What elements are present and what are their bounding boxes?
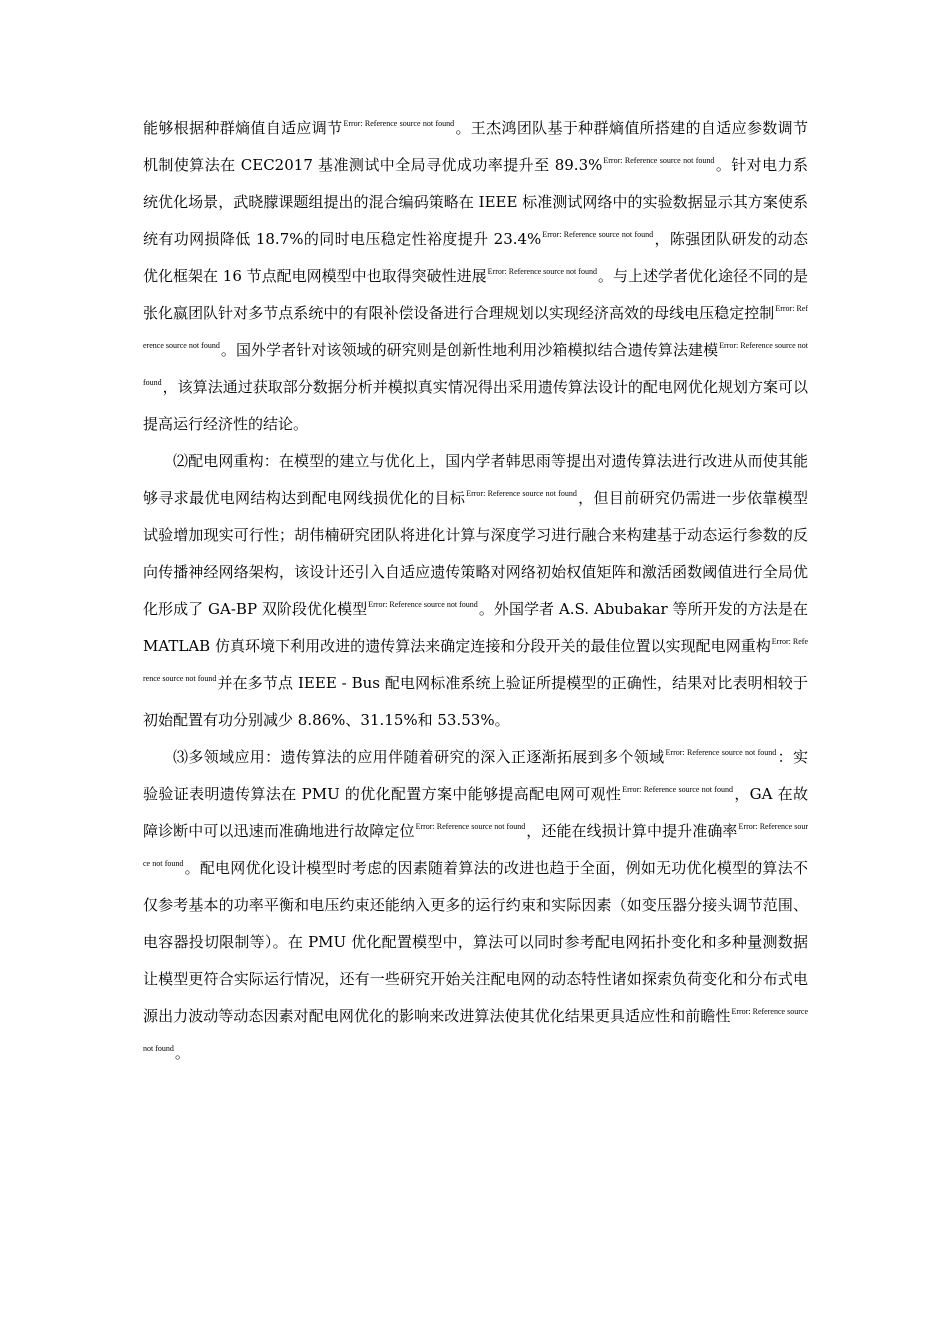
body-text <box>143 110 808 1072</box>
paragraph-text: ⑵配电网重构：在模型的建立与优化上，国内学者韩思雨等提出对遗传算法进行改进从而使其能够寻求最优电网结构达到配电网线损优化的目标 <box>143 452 808 507</box>
paragraph-text: ⑶多领域应用：遗传算法的应用伴随着研究的深入正逐渐拓展到多个领域 <box>173 748 665 766</box>
paragraph-2 <box>143 443 808 739</box>
reference-error: Error: Reference source not found <box>622 785 733 794</box>
paragraph-text: ，该算法通过获取部分数据分析并模拟真实情况得出采用遗传算法设计的配电网优化规划方案可以提高运行经济性的结论。 <box>143 378 808 433</box>
reference-error: Error: Reference source not found <box>415 822 526 831</box>
paragraph-text: ，但目前研究仍需进一步依靠模型试验增加现实可行性；胡伟楠研究团队将进化计算与深度学习进行融合来构建基于动态运行参数的反向传播神经网络架构，该设计还引入自适应遗传策略对网络初始权值矩阵和激活函数阈值进行全局优化形成了 GA-BP 双阶段优化模型 <box>143 489 808 618</box>
paragraph-text: 。王杰鸿团队基于种群熵值所搭建的自适应参数调节机制使算法在 CEC2017 基准测试中全局寻优成功率提升至 89.3% <box>143 119 808 174</box>
paragraph-text: ，陈强团队研发的动态优化框架在 16 节点配电网模型中也取得突破性进展 <box>143 230 808 285</box>
paragraph-text: 能够根据种群熵值自适应调节 <box>143 119 343 137</box>
reference-error: Error: Reference source not found <box>487 267 597 276</box>
paragraph-text: 。与上述学者优化途径不同的是张化嬴团队针对多节点系统中的有限补偿设备进行合理规划以实现经济高效的母线电压稳定控制 <box>143 267 808 322</box>
reference-error: Error: Reference source not found <box>343 119 455 128</box>
paragraph-1 <box>143 110 808 443</box>
paragraph-text: ：实验验证表明遗传算法在 PMU 的优化配置方案中能够提高配电网可观性 <box>143 748 808 803</box>
reference-error: Error: Reference source not found <box>466 489 577 498</box>
reference-error: Error: Reference source not found <box>368 600 478 609</box>
paragraph-text: 。配电网优化设计模型时考虑的因素随着算法的改进也趋于全面，例如无功优化模型的算法不仅参考基本的功率平衡和电压约束还能纳入更多的运行约束和实际因素（如变压器分接头调节范围、电容器投切限制等）。在 PMU 优化配置模型中，算法可以同时参考配电网拓扑变化和多种量测数据让模型更符合实际运行情况，还有一些研究开始关注配电网的动态特性诸如探索负荷变化和分布式电源出力波动等动态因素对配电网优化的影响来改进算法使其优化结果更具适应性和前瞻性 <box>143 859 808 1025</box>
reference-error: Error: Reference source not found <box>143 341 808 387</box>
paragraph-text: 。 <box>174 1044 190 1062</box>
paragraph-3 <box>143 739 808 1072</box>
paragraph-text: 。国外学者针对该领域的研究则是创新性地利用沙箱模拟结合遗传算法建模 <box>220 341 719 359</box>
paragraph-text: ，GA 在故障诊断中可以迅速而准确地进行故障定位 <box>143 785 808 840</box>
reference-error: Error: Reference source not found <box>542 230 654 239</box>
paragraph-text: 。针对电力系统优化场景，武晓朦课题组提出的混合编码策略在 IEEE 标准测试网络中的实验数据显示其方案使系统有功网损降低 18.7%的同时电压稳定性裕度提升 23.4% <box>143 156 808 248</box>
paragraph-text: 并在多节点 IEEE - Bus 配电网标准系统上验证所提模型的正确性，结果对比表明相较于初始配置有功分别减少 8.86%、31.15%和 53.53%。 <box>143 674 808 729</box>
reference-error: Error: Reference source not found <box>665 748 777 757</box>
reference-error: Error: Reference source not found <box>603 156 715 165</box>
reference-error: Error: Reference source not found <box>143 637 809 683</box>
paragraph-text: 。外国学者 A.S. Abubakar 等所开发的方法是在 MATLAB 仿真环境下利用改进的遗传算法来确定连接和分段开关的最佳位置以实现配电网重构 <box>143 600 808 655</box>
document-page <box>143 110 808 1072</box>
reference-error: Error: Reference source not found <box>143 822 808 868</box>
paragraph-text: ，还能在线损计算中提升准确率 <box>526 822 738 840</box>
reference-error: Error: Reference source not found <box>143 304 808 350</box>
reference-error: Error: Reference source not found <box>143 1007 808 1053</box>
